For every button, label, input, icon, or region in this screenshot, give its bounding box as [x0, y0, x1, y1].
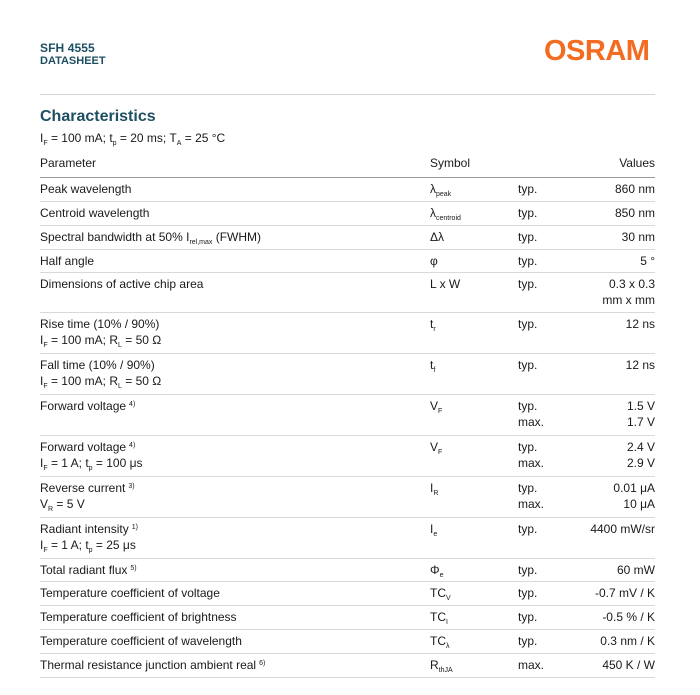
- symbol-cell: $V_F$: [430, 440, 443, 456]
- section-title: Characteristics: [40, 108, 156, 125]
- value-cell: 1.5 V 1.7 V: [626, 399, 655, 429]
- table-row: [40, 202, 655, 226]
- parameter-condition: $I_F = 100$ mA; $R_L = 50$ Ω: [40, 374, 162, 390]
- symbol-cell: φ: [430, 254, 438, 268]
- condition-cell: typ.: [518, 610, 538, 624]
- value-cell: 860 nm: [614, 182, 655, 196]
- header-symbol: Symbol: [430, 156, 471, 170]
- symbol-cell: Δλ: [430, 230, 445, 244]
- condition-cell: typ.: [518, 358, 538, 372]
- symbol-cell: $TC_\lambda$: [430, 634, 450, 650]
- value-cell: 12 ns: [625, 317, 655, 331]
- parameter-condition: $I_F = 100$ mA; $R_L = 50$ Ω: [40, 333, 162, 349]
- parameter-cell: Thermal resistance junction ambient real $^{6)}$: [40, 658, 266, 672]
- symbol-cell: $\Phi_e$: [430, 563, 444, 579]
- parameter-cell: Centroid wavelength: [40, 206, 150, 220]
- table-row: [40, 178, 655, 202]
- product-name: SFH 4555: [40, 41, 95, 55]
- parameter-cell: Radiant intensity $^{1)}$ $I_F = 1$ A; $t_p = 25$ μs: [40, 522, 138, 554]
- test-conditions: $I_F = 100$ mA; $t_p = 20$ ms; $T_A = 25$ °C: [40, 131, 226, 147]
- value-cell: -0.7 mV / K: [594, 586, 655, 600]
- table-row: [40, 518, 655, 559]
- table-row: [40, 273, 655, 313]
- table-row: [40, 559, 655, 582]
- parameter-cell: Rise time (10% / 90%) $I_F = 100$ mA; $R_L = 50$ Ω: [40, 317, 162, 349]
- value-cell: 850 nm: [614, 206, 655, 220]
- condition-cell: typ.: [518, 182, 538, 196]
- parameter-condition: $I_F = 1$ A; $t_p = 25$ μs: [40, 538, 136, 554]
- header-divider: [40, 94, 655, 95]
- table-row: [40, 582, 655, 606]
- parameter-condition: $I_F = 1$ A; $t_p = 100$ μs: [40, 456, 143, 472]
- condition-cell: typ.: [518, 277, 538, 291]
- parameter-cell: Total radiant flux $^{5)}$: [40, 563, 137, 577]
- table-row: [40, 606, 655, 630]
- parameter-cell: Temperature coefficient of brightness: [40, 610, 237, 624]
- table-row: [40, 630, 655, 654]
- parameter-cell: Half angle: [40, 254, 95, 268]
- symbol-cell: $TC_V$: [430, 586, 451, 602]
- value-cell: 12 ns: [625, 358, 655, 372]
- parameter-cell: Temperature coefficient of voltage: [40, 586, 220, 600]
- table-row: [40, 313, 655, 354]
- condition-cell: typ. max.: [518, 440, 545, 470]
- parameter-cell: Fall time (10% / 90%) $I_F = 100$ mA; $R_L = 50$ Ω: [40, 358, 162, 390]
- symbol-cell: $\lambda_{centroid}$: [430, 206, 461, 222]
- header-parameter: Parameter: [40, 156, 97, 170]
- characteristics-table: [40, 150, 655, 678]
- parameter-cell: Dimensions of active chip area: [40, 277, 204, 291]
- table-row: [40, 354, 655, 395]
- condition-cell: max.: [518, 658, 545, 672]
- symbol-cell: $\lambda_{peak}$: [430, 182, 452, 198]
- parameter-cell: Spectral bandwidth at 50% $I_{rel,max}$ (FWHM): [40, 230, 262, 246]
- condition-cell: typ.: [518, 230, 538, 244]
- footnote-ref: 5): [130, 565, 137, 572]
- condition-cell: typ. max.: [518, 481, 545, 511]
- parameter-cell: Reverse current $^{3)}$ $V_R = 5$ V: [40, 481, 135, 513]
- condition-cell: typ.: [518, 586, 538, 600]
- table-row: [40, 250, 655, 273]
- table-body: [40, 178, 655, 678]
- condition-cell: typ.: [518, 634, 538, 648]
- condition-cell: typ.: [518, 317, 538, 331]
- value-cell: 2.4 V 2.9 V: [626, 440, 655, 470]
- condition-cell: typ.: [518, 522, 538, 536]
- brand-logo: OSRAM: [544, 35, 650, 67]
- value-cell: 30 nm: [621, 230, 655, 244]
- condition-cell: typ. max.: [518, 399, 545, 429]
- value-cell: 0.3 x 0.3 mm x mm: [602, 277, 655, 307]
- value-cell: 450 K / W: [602, 658, 655, 672]
- symbol-cell: L x W: [430, 277, 461, 291]
- symbol-cell: $I_e$: [430, 522, 438, 538]
- value-cell: 0.01 μA 10 μA: [613, 481, 655, 511]
- footnote-ref: 3): [128, 483, 135, 490]
- value-cell: 60 mW: [616, 563, 655, 577]
- symbol-cell: $R_{thJA}$: [430, 658, 453, 674]
- value-cell: -0.5 % / K: [602, 610, 655, 624]
- parameter-cell: Temperature coefficient of wavelength: [40, 634, 242, 648]
- table-row: [40, 436, 655, 477]
- parameter-cell: Peak wavelength: [40, 182, 132, 196]
- footnote-ref: 6): [259, 660, 266, 667]
- symbol-cell: $t_r$: [430, 317, 436, 333]
- parameter-cell: Forward voltage $^{4)}$ $I_F = 1$ A; $t_p = 100$ μs: [40, 440, 143, 472]
- value-cell: 5 °: [640, 254, 655, 268]
- symbol-cell: $t_f$: [430, 358, 436, 374]
- symbol-cell: $V_F$: [430, 399, 443, 415]
- value-cell: 0.3 nm / K: [600, 634, 655, 648]
- header-values: Values: [619, 156, 655, 170]
- condition-cell: typ.: [518, 206, 538, 220]
- symbol-cell: $TC_I$: [430, 610, 448, 626]
- table-row: [40, 477, 655, 518]
- condition-cell: typ.: [518, 563, 538, 577]
- table-header-row: [40, 150, 655, 178]
- table-row: [40, 226, 655, 250]
- footnote-ref: 4): [129, 401, 136, 408]
- symbol-cell: $I_R$: [430, 481, 439, 497]
- parameter-cell: Forward voltage $^{4)}$: [40, 399, 136, 413]
- value-cell: 4400 mW/sr: [590, 522, 655, 536]
- document-type: DATASHEET: [40, 55, 106, 67]
- condition-cell: typ.: [518, 254, 538, 268]
- footnote-ref: 4): [129, 442, 136, 449]
- table-row: [40, 654, 655, 678]
- table-row: [40, 395, 655, 436]
- footnote-ref: 1): [131, 524, 138, 531]
- parameter-condition: $V_R = 5$ V: [40, 497, 85, 513]
